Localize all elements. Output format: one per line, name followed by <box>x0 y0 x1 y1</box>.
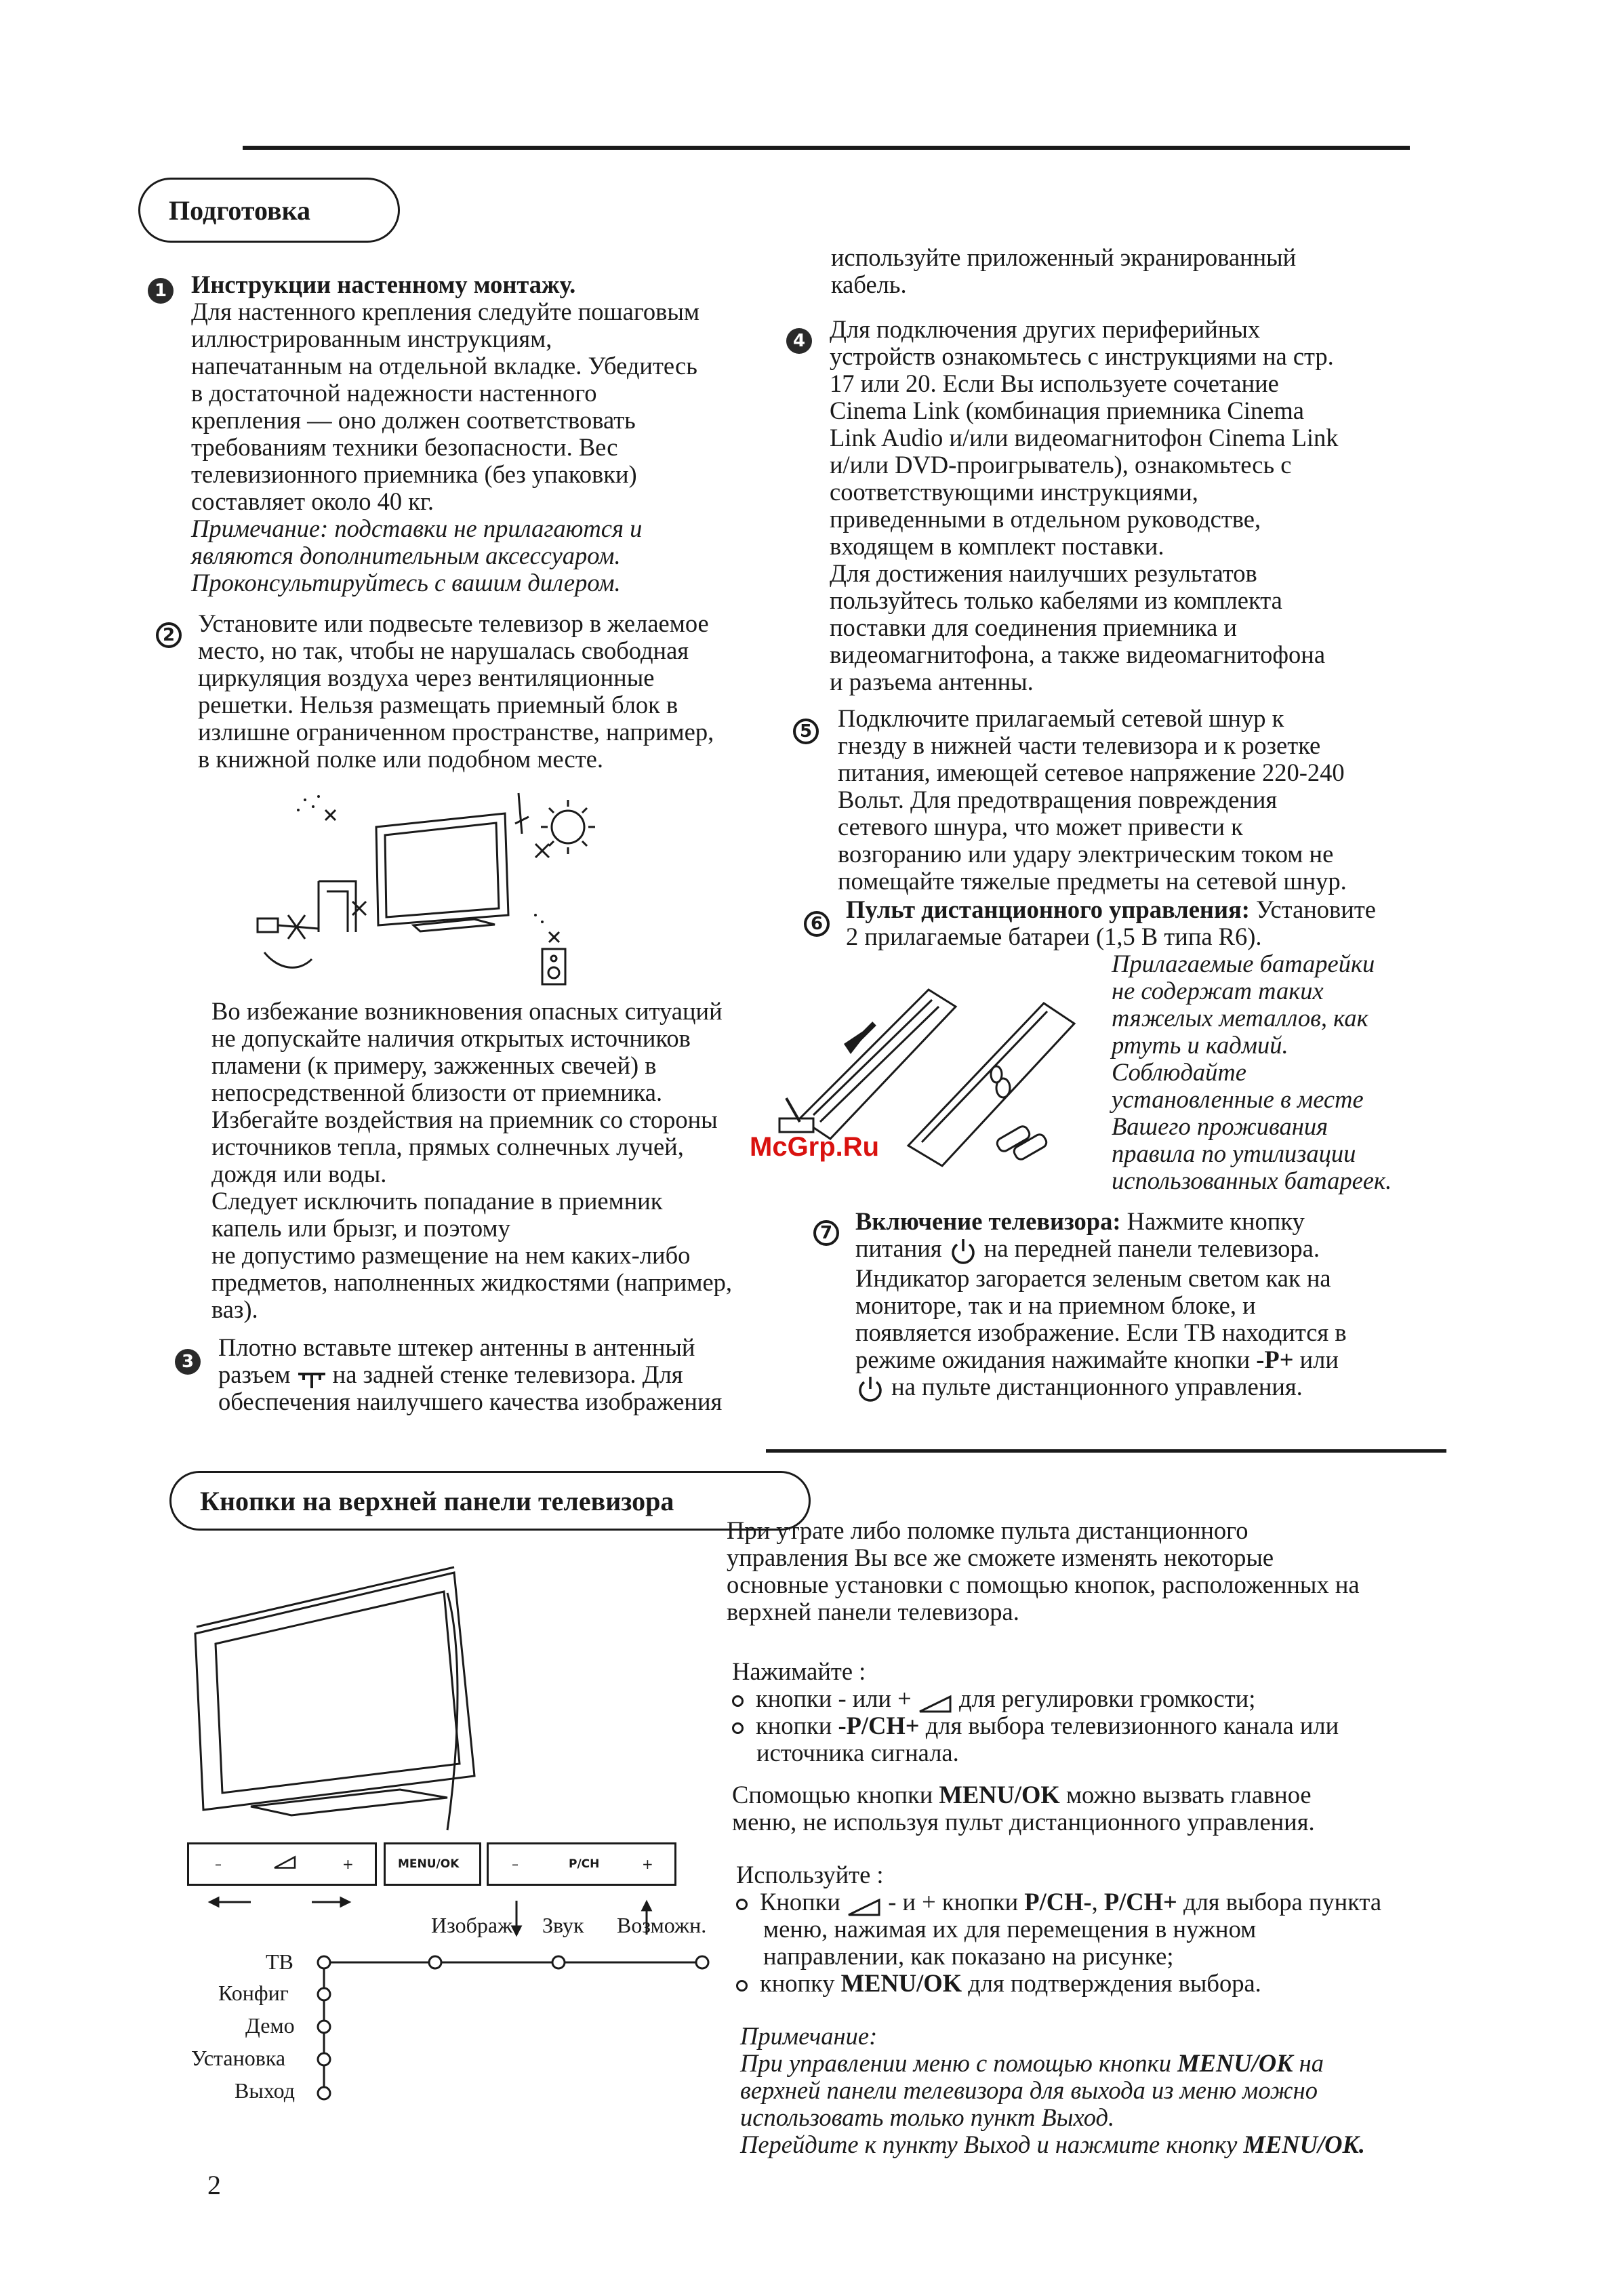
volume-icon <box>918 1692 953 1711</box>
menu-item-features: Возможн. <box>617 1913 707 1937</box>
text-line: и разъема антенны. <box>830 668 1034 695</box>
text-fragment: можно вызвать главное <box>1065 1781 1312 1809</box>
bullet-channel <box>732 1712 1339 1739</box>
pch-minus-label: P/CH- <box>1024 1888 1092 1916</box>
text-line: входящем в комплект поставки. <box>830 532 1164 560</box>
text-line: в достаточной надежности настенного <box>191 379 597 407</box>
text-line: меню, не используя пульт дистанционного управления. <box>732 1808 1315 1836</box>
item-6-heading: Пульт дистанционного управления: <box>846 895 1250 923</box>
channel-plus: + <box>642 1856 653 1872</box>
text-line: При утрате либо поломке пульта дистанционного <box>727 1516 1249 1544</box>
text-line: составляет около 40 кг. <box>191 487 434 515</box>
menu-item-tv: ТВ <box>266 1949 293 1974</box>
text-line: Cinema Link (комбинация приемника Cinema <box>830 397 1304 424</box>
item-7-heading: Включение телевизора: <box>855 1207 1121 1235</box>
section-title-text: Кнопки на верхней панели телевизора <box>200 1485 674 1516</box>
tv-placement-illustration <box>251 780 617 996</box>
section-title-preparation <box>138 178 400 243</box>
text-line: меню, нажимая их для перемещения в нужном <box>763 1915 1257 1943</box>
text-fragment: для подтверждения выбора. <box>968 1969 1261 1997</box>
text-line: Во избежание возникновения опасных ситуаций <box>211 997 723 1025</box>
text-line: пламени (к примеру, зажженных свечей) в <box>211 1051 657 1079</box>
volume-plus: + <box>342 1856 354 1872</box>
text-line: Плотно вставьте штекер антенны в антенный <box>218 1333 695 1361</box>
text-fragment: на <box>1299 2049 1324 2077</box>
note-line: Проконсультируйтесь с вашим дилером. <box>191 569 621 597</box>
bullet-navigate <box>736 1888 1381 1916</box>
top-rule <box>243 146 1410 150</box>
note-line: использованных батареек. <box>1112 1167 1392 1194</box>
middle-rule <box>766 1449 1446 1453</box>
note-line: правила по утилизации <box>1112 1139 1356 1167</box>
safety-warning-block <box>211 998 732 1323</box>
text-fragment: на пульте дистанционного управления. <box>891 1372 1303 1400</box>
text-line: иллюстрированным инструкциям, <box>191 325 552 352</box>
channel-minus: – <box>512 1856 519 1872</box>
text-line: приведенными в отдельном руководстве, <box>830 505 1261 533</box>
text-line: источника сигнала. <box>756 1739 959 1766</box>
text-line: излишне ограниченном пространстве, например, <box>198 718 714 746</box>
text-fragment: кнопки - или + <box>756 1684 912 1712</box>
menu-ok-label: MENU/OK <box>1177 2049 1293 2077</box>
text-line: помещайте тяжелые предметы на сетевой шнур. <box>838 867 1347 895</box>
menu-ok-label: MENU/OK <box>398 1857 460 1871</box>
text-line: телевизионного приемника (без упаковки) <box>191 460 637 488</box>
note-line: Вашего проживания <box>1112 1112 1328 1140</box>
menu-item-demo: Демо <box>245 2013 295 2038</box>
text-line: дождя или воды. <box>211 1160 387 1188</box>
text-line: устройств ознакомьтесь с инструкциями на стр. <box>830 342 1334 370</box>
item-number-6 <box>804 911 830 937</box>
press-label: Нажимайте : <box>732 1657 866 1685</box>
text-fragment: , <box>1091 1888 1098 1916</box>
note-line: Соблюдайте <box>1112 1058 1246 1086</box>
item-number-text: 2 <box>162 625 176 645</box>
text-fragment: Перейдите к пункту Выход и нажмите кнопку <box>740 2130 1238 2158</box>
text-fragment: Кнопки <box>760 1888 840 1916</box>
text-fragment: разъем <box>218 1360 291 1388</box>
bullet-icon <box>732 1722 744 1734</box>
top-panel-note <box>740 2023 1365 2158</box>
text-line: сетевого шнура, что может привести к <box>838 813 1243 841</box>
note-label: Примечание: <box>740 2022 878 2050</box>
item-number-4 <box>786 328 812 354</box>
text-fragment: - и + кнопки <box>888 1888 1019 1916</box>
menu-ok-label: MENU/OK. <box>1243 2130 1365 2158</box>
text-line: используйте приложенный экранированный <box>831 243 1297 271</box>
item-number-5 <box>793 719 819 744</box>
text-line: мониторе, так и на приемном блоке, и <box>855 1291 1256 1319</box>
text-line: Link Audio и/или видеомагнитофон Cinema Link <box>830 424 1339 451</box>
item-number-text: 7 <box>819 1223 833 1243</box>
note-line: тяжелых металлов, как <box>1112 1004 1368 1032</box>
item-number-text: 5 <box>799 721 813 742</box>
bullet-volume <box>732 1685 1339 1712</box>
remote-power-line <box>855 1373 1347 1403</box>
bullet-icon <box>732 1695 744 1707</box>
text-line: капель или брызг, и поэтому <box>211 1214 510 1242</box>
menu-tree-lines <box>309 1945 729 2115</box>
note-line: установленные в месте <box>1112 1085 1364 1113</box>
text-line: предметов, наполненных жидкостями (например, <box>211 1268 733 1296</box>
text-line: 17 или 20. Если Вы используете сочетание <box>830 369 1279 397</box>
menu-item-config: Конфиг <box>218 1981 289 2005</box>
bullet-icon <box>736 1899 748 1910</box>
item-3-block <box>218 1334 722 1415</box>
item-number-7 <box>813 1220 839 1246</box>
item-7-block <box>855 1208 1347 1402</box>
item-number-2 <box>156 622 182 648</box>
tv-top-view-illustration <box>176 1559 488 1844</box>
pch-label: -P+ <box>1256 1345 1294 1373</box>
text-fragment: Спомощью кнопки <box>732 1781 933 1809</box>
press-block <box>732 1658 1339 1766</box>
text-line: гнезду в нижней части телевизора и к розетке <box>838 731 1321 759</box>
power-icon <box>948 1238 978 1265</box>
text-line: напечатанным на отдельной вкладке. Убедитесь <box>191 352 697 380</box>
note-line <box>740 2050 1365 2077</box>
text-line: крепления — оно должен соответствовать <box>191 406 636 434</box>
text-line: и/или DVD-проигрыватель), ознакомьтесь с <box>830 451 1292 479</box>
text-line: Для подключения других периферийных <box>830 315 1261 343</box>
item-1-block <box>191 271 699 597</box>
text-fragment: режиме ожидания нажимайте кнопки <box>855 1345 1251 1373</box>
text-fragment: кнопки <box>756 1712 832 1739</box>
text-line: пользуйтесь только кабелями из комплекта <box>830 586 1282 614</box>
note-line <box>740 2131 1365 2158</box>
text-line: Индикатор загорается зеленым светом как на <box>855 1264 1331 1292</box>
text-line: непосредственной близости от приемника. <box>211 1078 663 1106</box>
text-line: верхней панели телевизора. <box>727 1598 1019 1625</box>
text-line: циркуляция воздуха через вентиляционные <box>198 664 655 691</box>
text-line: управления Вы все же сможете изменять некоторые <box>727 1543 1274 1571</box>
text-line: 2 прилагаемые батареи (1,5 В типа R6). <box>846 923 1262 950</box>
item-4-block <box>830 316 1339 695</box>
volume-icon <box>847 1895 882 1914</box>
text-line: Для настенного крепления следуйте пошаговым <box>191 298 699 325</box>
note-line: ртуть и кадмий. <box>1112 1031 1288 1059</box>
text-fragment: на задней стенке телевизора. Для <box>332 1360 683 1388</box>
text-line: обеспечения наилучшего качества изображения <box>218 1388 723 1415</box>
text-line: соответствующими инструкциями, <box>830 478 1198 506</box>
text-line: появляется изображение. Если ТВ находится в <box>855 1318 1347 1346</box>
text-line: место, но так, чтобы не нарушалась свободная <box>198 637 689 664</box>
antenna-socket-icon <box>297 1368 327 1387</box>
text-fragment: При управлении меню с помощью кнопки <box>740 2049 1172 2077</box>
note-line: Прилагаемые батарейки <box>1112 950 1375 977</box>
use-label: Используйте : <box>736 1861 884 1888</box>
text-fragment: для выбора пункта <box>1183 1888 1382 1916</box>
text-line: кабель. <box>831 270 907 298</box>
item-5-block <box>838 705 1347 895</box>
text-line: направлении, как показано на рисунке; <box>763 1942 1174 1970</box>
item-number-text: 3 <box>181 1352 195 1372</box>
pch-label: P/CH <box>569 1857 600 1871</box>
text-line: в книжной полке или подобном месте. <box>198 745 604 773</box>
text-line: Подключите прилагаемый сетевой шнур к <box>838 704 1284 732</box>
item-7-heading-line <box>855 1208 1347 1235</box>
text-line: не допускайте наличия открытых источников <box>211 1024 691 1052</box>
standby-line <box>855 1346 1347 1373</box>
item-2-block <box>198 610 714 773</box>
bullet-confirm <box>736 1970 1381 1997</box>
menu-item-install: Установка <box>191 2046 286 2070</box>
menu-ok-block <box>732 1781 1315 1836</box>
text-fragment: или <box>1299 1345 1339 1373</box>
text-line: основные установки с помощью кнопок, расположенных на <box>727 1571 1360 1598</box>
note-line: являются дополнительным аксессуаром. <box>191 542 621 569</box>
text-line: Следует исключить попадание в приемник <box>211 1187 663 1215</box>
antenna-line <box>218 1361 722 1388</box>
page-number: 2 <box>207 2170 221 2200</box>
text-line: возгоранию или удару электрическим током не <box>838 840 1334 868</box>
item-1-heading: Инструкции настенному монтажу. <box>191 270 576 298</box>
menu-ok-label: MENU/OK <box>939 1781 1060 1809</box>
use-block <box>736 1861 1381 1997</box>
text-fragment: на передней панели телевизора. <box>983 1234 1320 1262</box>
text-line: ваз). <box>211 1295 258 1323</box>
menu-ok-label: MENU/OK <box>840 1969 962 1997</box>
text-line: Вольт. Для предотвращения повреждения <box>838 786 1278 813</box>
text-line: решетки. Нельзя размещать приемный блок в <box>198 691 678 719</box>
pch-plus-label: P/CH+ <box>1103 1888 1177 1916</box>
text-line: питания, имеющей сетевое напряжение 220-240 <box>838 759 1345 786</box>
text-line: Установите или подвесьте телевизор в желаемое <box>198 609 709 637</box>
text-fragment: Нажмите кнопку <box>1120 1207 1305 1235</box>
item-number-1 <box>148 278 174 304</box>
text-line: видеомагнитофона, а также видеомагнитофона <box>830 641 1326 668</box>
note-line: верхней панели телевизора для выхода из меню можно <box>740 2076 1318 2104</box>
watermark: McGrp.Ru <box>750 1132 880 1162</box>
text-fragment: кнопку <box>760 1969 835 1997</box>
item-number-text: 4 <box>792 331 806 351</box>
power-line <box>855 1235 1347 1265</box>
volume-minus: – <box>215 1856 222 1872</box>
text-fragment: питания <box>855 1234 942 1262</box>
item-number-text: 6 <box>810 914 824 934</box>
text-line: требованиям техники безопасности. Вес <box>191 433 618 461</box>
item-3-continued <box>831 244 1296 298</box>
top-panel-intro <box>727 1517 1360 1625</box>
battery-note-block <box>1112 950 1392 1194</box>
menu-item-sound: Звук <box>542 1913 584 1937</box>
text-line: Избегайте воздействия на приемник со стороны <box>211 1106 718 1133</box>
note-line: не содержат таких <box>1112 977 1324 1005</box>
text-fragment: для регулировки громкости; <box>958 1684 1256 1712</box>
item-number-text: 1 <box>154 281 167 301</box>
text-line: не допустимо размещение на нем каких-либо <box>211 1241 691 1269</box>
bullet-icon <box>736 1980 748 1992</box>
text-line: Для достижения наилучших результатов <box>830 559 1257 587</box>
text-line: поставки для соединения приемника и <box>830 613 1237 641</box>
section-title-top-panel-buttons <box>169 1471 811 1531</box>
menu-item-exit: Выход <box>235 2078 295 2103</box>
note-line: использовать только пункт Выход. <box>740 2103 1115 2131</box>
item-6-block <box>846 896 1376 950</box>
item-number-3 <box>175 1349 201 1375</box>
section-title-text: Подготовка <box>169 195 311 226</box>
text-fragment: Установите <box>1249 895 1376 923</box>
text-line: источников тепла, прямых солнечных лучей, <box>211 1133 684 1160</box>
note-line: Примечание: подставки не прилагаются и <box>191 514 643 542</box>
power-icon <box>855 1375 885 1402</box>
menu-item-picture: Изображ. <box>431 1913 519 1937</box>
menu-ok-line <box>732 1781 1315 1809</box>
item-6-heading-line <box>846 896 1376 923</box>
pch-label: -P/CH+ <box>838 1712 920 1739</box>
text-fragment: для выбора телевизионного канала или <box>925 1712 1339 1739</box>
